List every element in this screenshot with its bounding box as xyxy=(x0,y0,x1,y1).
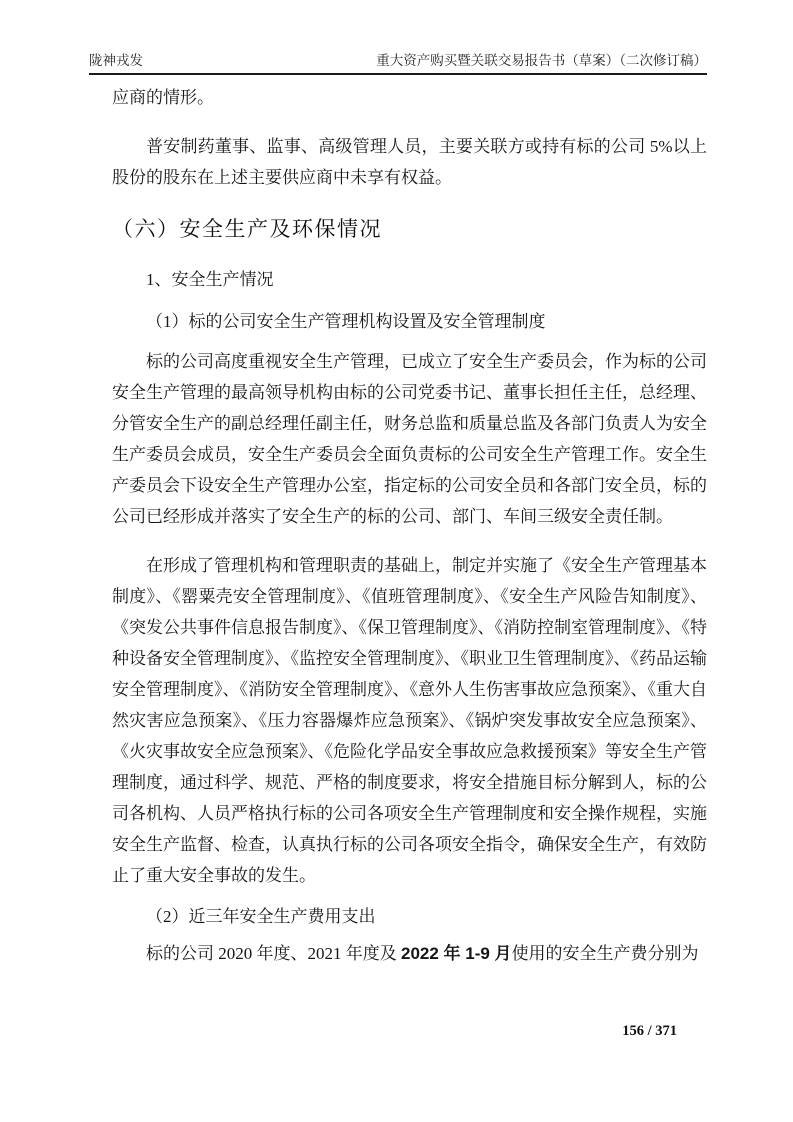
fees-text-regular-tail: 使用的安全生产费分别为 xyxy=(511,944,699,963)
paragraph-safety-committee: 标的公司高度重视安全生产管理，已成立了安全生产委员会，作为标的公司安全生产管理的最高领导机构由标的公司党委书记、董事长担任主任，总经理、分管安全生产的副总经理任副主任，财务总监和质量总监及各部门负责人为安全生产委员会成员，安全生产委员会全面负责标的公司安全生产管理工作。安全生产委员会下设安全生产管理办公室，指定标的公司安全员和各部门安全员，标的公司已经形成并落实了安全生产的标的公司、部门、车间三级安全责任制。 xyxy=(112,352,707,526)
document-body xyxy=(112,82,707,969)
paragraph-safety-fees xyxy=(112,938,707,969)
header-report-title: 重大资产购买暨关联交易报告书（草案）（二次修订稿） xyxy=(376,53,707,68)
page-footer xyxy=(622,1021,677,1041)
paragraph-supplier-interests: 普安制药董事、监事、高级管理人员，主要关联方或持有标的公司 5%以上股份的股东在上述主要供应商中未享有权益。 xyxy=(112,137,707,187)
section-heading-safety-environment: （六）安全生产及环保情况 xyxy=(112,218,382,241)
header-company-name: 陇神戎发 xyxy=(89,53,143,68)
subheading-safety-production: 1、安全生产情况 xyxy=(146,270,274,289)
fees-text-regular: 标的公司 2020 年度、2021 年度及 xyxy=(146,944,401,963)
page-header xyxy=(89,52,707,75)
paragraph-supplier-continuation: 应商的情形。 xyxy=(112,88,214,107)
subheading-safety-org-and-rules: （1）标的公司安全生产管理机构设置及安全管理制度 xyxy=(146,312,546,331)
page-number: 156 / 371 xyxy=(622,1023,677,1039)
subheading-safety-expenses: （2）近三年安全生产费用支出 xyxy=(146,907,376,926)
fees-text-bold-period: 2022 年 1-9 月 xyxy=(401,944,512,963)
paragraph-safety-systems: 在形成了管理机构和管理职责的基础上，制定并实施了《安全生产管理基本制度》、《罂粟壳安全管理制度》、《值班管理制度》、《安全生产风险告知制度》、《突发公共事件信息报告制度》、《保卫管理制度》、《消防控制室管理制度》、《特种设备安全管理制度》、《监控安全管理制度》、《职业卫生管理制度》、《药品运输安全管理制度》、《消防安全管理制度》、《意外人生伤害事故应急预案》、《重大自然灾害应急预案》、《压力容器爆炸应急预案》、《锅炉突发事故安全应急预案》、《火灾事故安全应急预案》、《危险化学品安全事故应急救援预案》等安全生产管理制度，通过科学、规范、严格的制度要求，将安全措施目标分解到人，标的公司各机构、人员严格执行标的公司各项安全生产管理制度和安全操作规程，实施安全生产监督、检查，认真执行标的公司各项安全指令，确保安全生产，有效防止了重大安全事故的发生。 xyxy=(112,556,707,885)
